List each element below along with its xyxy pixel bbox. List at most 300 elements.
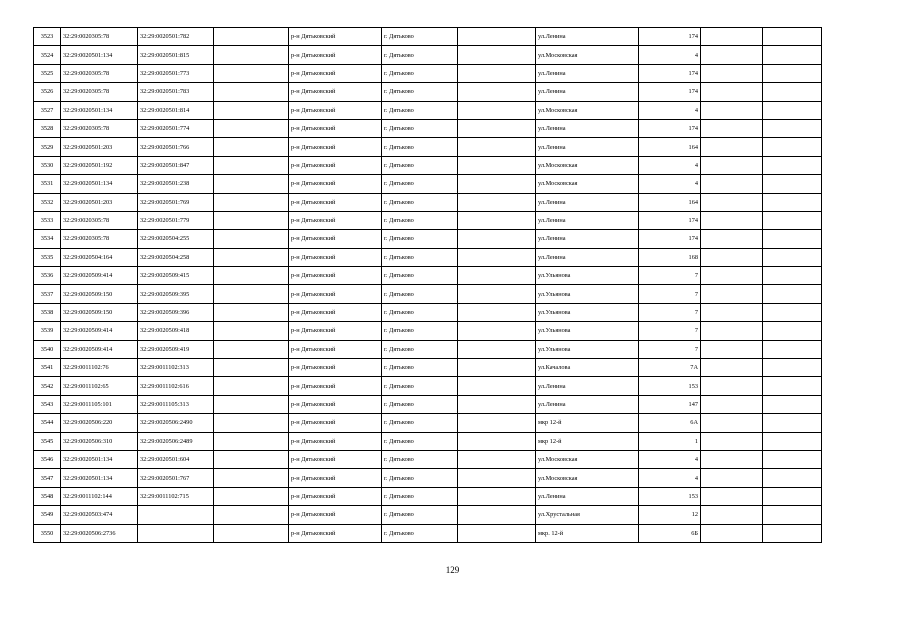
empty-cell [214,450,289,468]
street-cell: ул.Московская [536,450,639,468]
empty-cell [214,524,289,542]
district-cell: р-н Дятьковский [289,414,382,432]
empty-cell [763,175,822,193]
cadastral-number-cell: 32:29:0020501:134 [61,46,138,64]
street-cell: мкр 12-й [536,414,639,432]
cadastral-number-cell: 32:29:0020509:414 [61,267,138,285]
city-cell: г. Дятьково [382,119,458,137]
table-row [34,506,822,524]
empty-cell [701,175,763,193]
empty-cell [763,28,822,46]
cadastral-number-cell: 32:29:0020506:2736 [61,524,138,542]
city-cell: г. Дятьково [382,303,458,321]
city-cell: г. Дятьково [382,267,458,285]
empty-cell [701,211,763,229]
cadastral-number-cell: 32:29:0011102:144 [61,487,138,505]
cadastral-number-cell: 32:29:0020501:134 [61,175,138,193]
row-number-cell: 3528 [34,119,61,137]
object-number-cell: 32:29:0020501:815 [138,46,214,64]
empty-cell [763,193,822,211]
table-row [34,248,822,266]
street-cell: ул.Московская [536,46,639,64]
empty-cell [701,322,763,340]
city-cell: г. Дятьково [382,175,458,193]
district-cell: р-н Дятьковский [289,450,382,468]
street-cell: ул.Ульянова [536,340,639,358]
district-cell: р-н Дятьковский [289,211,382,229]
cadastral-number-cell: 32:29:0020503:474 [61,506,138,524]
empty-cell [458,303,536,321]
street-cell: ул.Ленина [536,119,639,137]
empty-cell [763,469,822,487]
city-cell: г. Дятьково [382,211,458,229]
empty-cell [701,83,763,101]
object-number-cell: 32:29:0020501:774 [138,119,214,137]
empty-cell [701,432,763,450]
cadastral-number-cell: 32:29:0020509:414 [61,322,138,340]
house-number-cell: 153 [639,487,701,505]
street-cell: ул.Ленина [536,395,639,413]
empty-cell [701,506,763,524]
city-cell: г. Дятьково [382,230,458,248]
cadastral-number-cell: 32:29:0020506:310 [61,432,138,450]
empty-cell [214,28,289,46]
empty-cell [214,340,289,358]
empty-cell [458,175,536,193]
empty-cell [214,248,289,266]
table-row [34,377,822,395]
house-number-cell: 7 [639,267,701,285]
empty-cell [763,119,822,137]
house-number-cell: 4 [639,450,701,468]
row-number-cell: 3550 [34,524,61,542]
empty-cell [214,414,289,432]
object-number-cell: 32:29:0020501:766 [138,138,214,156]
empty-cell [763,487,822,505]
house-number-cell: 174 [639,119,701,137]
empty-cell [214,46,289,64]
city-cell: г. Дятьково [382,248,458,266]
empty-cell [763,138,822,156]
cadastral-number-cell: 32:29:0020305:78 [61,211,138,229]
empty-cell [763,322,822,340]
house-number-cell: 7 [639,285,701,303]
house-number-cell: 147 [639,395,701,413]
street-cell: ул.Ульянова [536,285,639,303]
table-row [34,303,822,321]
empty-cell [701,248,763,266]
row-number-cell: 3534 [34,230,61,248]
district-cell: р-н Дятьковский [289,506,382,524]
district-cell: р-н Дятьковский [289,395,382,413]
cadastral-number-cell: 32:29:0020305:78 [61,28,138,46]
street-cell: ул.Ленина [536,211,639,229]
empty-cell [701,285,763,303]
object-number-cell: 32:29:0020504:255 [138,230,214,248]
row-number-cell: 3548 [34,487,61,505]
street-cell: ул.Ленина [536,248,639,266]
row-number-cell: 3532 [34,193,61,211]
empty-cell [701,414,763,432]
empty-cell [763,524,822,542]
empty-cell [214,101,289,119]
empty-cell [458,138,536,156]
row-number-cell: 3545 [34,432,61,450]
empty-cell [458,46,536,64]
house-number-cell: 1 [639,432,701,450]
street-cell: ул.Ленина [536,28,639,46]
cadastral-number-cell: 32:29:0020305:78 [61,119,138,137]
house-number-cell: 174 [639,64,701,82]
object-number-cell: 32:29:0020509:419 [138,340,214,358]
street-cell: ул.Ленина [536,83,639,101]
empty-cell [214,230,289,248]
house-number-cell: 4 [639,101,701,119]
empty-cell [763,303,822,321]
empty-cell [214,469,289,487]
street-cell: ул.Московская [536,175,639,193]
object-number-cell: 32:29:0020509:395 [138,285,214,303]
row-number-cell: 3525 [34,64,61,82]
house-number-cell: 7 [639,340,701,358]
table-row [34,432,822,450]
cadastral-number-cell: 32:29:0020305:78 [61,230,138,248]
table-row [34,285,822,303]
empty-cell [763,450,822,468]
district-cell: р-н Дятьковский [289,175,382,193]
empty-cell [214,303,289,321]
empty-cell [763,340,822,358]
object-number-cell [138,524,214,542]
object-number-cell: 32:29:0020501:238 [138,175,214,193]
row-number-cell: 3537 [34,285,61,303]
street-cell: мкр 12-й [536,432,639,450]
empty-cell [701,524,763,542]
district-cell: р-н Дятьковский [289,322,382,340]
cadastral-number-cell: 32:29:0020501:203 [61,138,138,156]
house-number-cell: 7 [639,322,701,340]
district-cell: р-н Дятьковский [289,119,382,137]
street-cell: ул.Ульянова [536,303,639,321]
house-number-cell: 6Б [639,524,701,542]
district-cell: р-н Дятьковский [289,487,382,505]
house-number-cell: 4 [639,469,701,487]
district-cell: р-н Дятьковский [289,230,382,248]
empty-cell [458,28,536,46]
street-cell: ул.Ленина [536,193,639,211]
object-number-cell: 32:29:0020509:418 [138,322,214,340]
empty-cell [701,359,763,377]
table-row [34,156,822,174]
empty-cell [701,303,763,321]
table-row [34,450,822,468]
empty-cell [701,156,763,174]
empty-cell [763,156,822,174]
empty-cell [763,377,822,395]
empty-cell [458,322,536,340]
district-cell: р-н Дятьковский [289,248,382,266]
empty-cell [458,267,536,285]
row-number-cell: 3524 [34,46,61,64]
empty-cell [214,211,289,229]
city-cell: г. Дятьково [382,340,458,358]
object-number-cell: 32:29:0011102:616 [138,377,214,395]
house-number-cell: 7 [639,303,701,321]
row-number-cell: 3547 [34,469,61,487]
city-cell: г. Дятьково [382,450,458,468]
empty-cell [458,83,536,101]
district-cell: р-н Дятьковский [289,267,382,285]
house-number-cell: 4 [639,156,701,174]
city-cell: г. Дятьково [382,524,458,542]
empty-cell [458,193,536,211]
district-cell: р-н Дятьковский [289,303,382,321]
cadastral-number-cell: 32:29:0020305:78 [61,64,138,82]
table-row [34,119,822,137]
house-number-cell: 164 [639,193,701,211]
table-row [34,193,822,211]
empty-cell [214,193,289,211]
city-cell: г. Дятьково [382,359,458,377]
city-cell: г. Дятьково [382,64,458,82]
table-row [34,230,822,248]
city-cell: г. Дятьково [382,432,458,450]
district-cell: р-н Дятьковский [289,83,382,101]
city-cell: г. Дятьково [382,28,458,46]
empty-cell [458,450,536,468]
empty-cell [214,432,289,450]
empty-cell [214,377,289,395]
cadastral-number-cell: 32:29:0011105:101 [61,395,138,413]
district-cell: р-н Дятьковский [289,359,382,377]
empty-cell [458,119,536,137]
empty-cell [458,414,536,432]
row-number-cell: 3523 [34,28,61,46]
street-cell: ул.Ленина [536,487,639,505]
empty-cell [701,487,763,505]
district-cell: р-н Дятьковский [289,193,382,211]
row-number-cell: 3526 [34,83,61,101]
empty-cell [214,322,289,340]
house-number-cell: 7А [639,359,701,377]
table-body [34,28,822,543]
cadastral-number-cell: 32:29:0020501:203 [61,193,138,211]
empty-cell [458,487,536,505]
empty-cell [458,432,536,450]
empty-cell [214,156,289,174]
object-number-cell: 32:29:0020504:258 [138,248,214,266]
city-cell: г. Дятьково [382,322,458,340]
empty-cell [458,469,536,487]
object-number-cell [138,506,214,524]
row-number-cell: 3541 [34,359,61,377]
street-cell: ул.Московская [536,156,639,174]
house-number-cell: 4 [639,175,701,193]
district-cell: р-н Дятьковский [289,138,382,156]
row-number-cell: 3527 [34,101,61,119]
row-number-cell: 3543 [34,395,61,413]
object-number-cell: 32:29:0020501:847 [138,156,214,174]
table-row [34,175,822,193]
empty-cell [763,211,822,229]
row-number-cell: 3535 [34,248,61,266]
object-number-cell: 32:29:0011102:715 [138,487,214,505]
street-cell: ул.Качалова [536,359,639,377]
empty-cell [458,340,536,358]
empty-cell [763,285,822,303]
empty-cell [701,138,763,156]
district-cell: р-н Дятьковский [289,469,382,487]
district-cell: р-н Дятьковский [289,377,382,395]
house-number-cell: 168 [639,248,701,266]
table-row [34,83,822,101]
empty-cell [214,83,289,101]
object-number-cell: 32:29:0020501:814 [138,101,214,119]
empty-cell [458,524,536,542]
city-cell: г. Дятьково [382,395,458,413]
street-cell: ул.Хрустальная [536,506,639,524]
row-number-cell: 3531 [34,175,61,193]
table-row [34,487,822,505]
row-number-cell: 3539 [34,322,61,340]
object-number-cell: 32:29:0020509:396 [138,303,214,321]
cadastral-number-cell: 32:29:0020504:164 [61,248,138,266]
empty-cell [701,395,763,413]
cadastral-number-cell: 32:29:0011102:76 [61,359,138,377]
district-cell: р-н Дятьковский [289,340,382,358]
cadastral-number-cell: 32:29:0020501:134 [61,450,138,468]
street-cell: ул.Ленина [536,64,639,82]
row-number-cell: 3549 [34,506,61,524]
street-cell: ул.Московская [536,469,639,487]
empty-cell [763,83,822,101]
house-number-cell: 4 [639,46,701,64]
empty-cell [458,101,536,119]
cadastral-number-cell: 32:29:0020305:78 [61,83,138,101]
city-cell: г. Дятьково [382,138,458,156]
district-cell: р-н Дятьковский [289,524,382,542]
city-cell: г. Дятьково [382,101,458,119]
row-number-cell: 3538 [34,303,61,321]
row-number-cell: 3546 [34,450,61,468]
table-row [34,322,822,340]
cadastral-number-cell: 32:29:0020501:134 [61,101,138,119]
row-number-cell: 3530 [34,156,61,174]
empty-cell [763,359,822,377]
empty-cell [214,395,289,413]
empty-cell [214,64,289,82]
table-row [34,28,822,46]
row-number-cell: 3529 [34,138,61,156]
empty-cell [458,377,536,395]
empty-cell [458,285,536,303]
empty-cell [701,340,763,358]
table-row [34,340,822,358]
empty-cell [763,248,822,266]
table-row [34,46,822,64]
house-number-cell: 174 [639,28,701,46]
house-number-cell: 6А [639,414,701,432]
table-row [34,138,822,156]
empty-cell [458,506,536,524]
object-number-cell: 32:29:0020506:2489 [138,432,214,450]
district-cell: р-н Дятьковский [289,28,382,46]
object-number-cell: 32:29:0020501:767 [138,469,214,487]
house-number-cell: 12 [639,506,701,524]
district-cell: р-н Дятьковский [289,285,382,303]
street-cell: ул.Ленина [536,377,639,395]
city-cell: г. Дятьково [382,414,458,432]
cadastral-number-cell: 32:29:0020501:134 [61,469,138,487]
object-number-cell: 32:29:0020501:782 [138,28,214,46]
street-cell: ул.Ульянова [536,322,639,340]
empty-cell [214,267,289,285]
empty-cell [763,432,822,450]
row-number-cell: 3533 [34,211,61,229]
district-cell: р-н Дятьковский [289,101,382,119]
empty-cell [214,487,289,505]
district-cell: р-н Дятьковский [289,46,382,64]
district-cell: р-н Дятьковский [289,432,382,450]
cadastral-number-cell: 32:29:0020509:150 [61,303,138,321]
empty-cell [458,230,536,248]
empty-cell [214,119,289,137]
empty-cell [701,28,763,46]
empty-cell [763,101,822,119]
empty-cell [701,267,763,285]
empty-cell [458,395,536,413]
object-number-cell: 32:29:0020501:769 [138,193,214,211]
object-number-cell: 32:29:0011105:313 [138,395,214,413]
table-row [34,64,822,82]
row-number-cell: 3536 [34,267,61,285]
table-row [34,469,822,487]
empty-cell [458,211,536,229]
city-cell: г. Дятьково [382,46,458,64]
object-number-cell: 32:29:0020506:2490 [138,414,214,432]
city-cell: г. Дятьково [382,193,458,211]
city-cell: г. Дятьково [382,285,458,303]
empty-cell [214,175,289,193]
street-cell: мкр. 12-й [536,524,639,542]
object-number-cell: 32:29:0020501:773 [138,64,214,82]
street-cell: ул.Ульянова [536,267,639,285]
table-row [34,395,822,413]
table-row [34,267,822,285]
object-number-cell: 32:29:0020501:779 [138,211,214,229]
row-number-cell: 3540 [34,340,61,358]
empty-cell [214,506,289,524]
object-number-cell: 32:29:0020501:604 [138,450,214,468]
empty-cell [763,506,822,524]
house-number-cell: 164 [639,138,701,156]
house-number-cell: 153 [639,377,701,395]
city-cell: г. Дятьково [382,487,458,505]
empty-cell [214,285,289,303]
records-table [33,27,822,543]
object-number-cell: 32:29:0020509:415 [138,267,214,285]
empty-cell [763,414,822,432]
street-cell: ул.Ленина [536,138,639,156]
empty-cell [701,193,763,211]
page-number: 129 [445,565,460,575]
city-cell: г. Дятьково [382,506,458,524]
street-cell: ул.Ленина [536,230,639,248]
empty-cell [701,377,763,395]
house-number-cell: 174 [639,83,701,101]
street-cell: ул.Московская [536,101,639,119]
empty-cell [701,230,763,248]
